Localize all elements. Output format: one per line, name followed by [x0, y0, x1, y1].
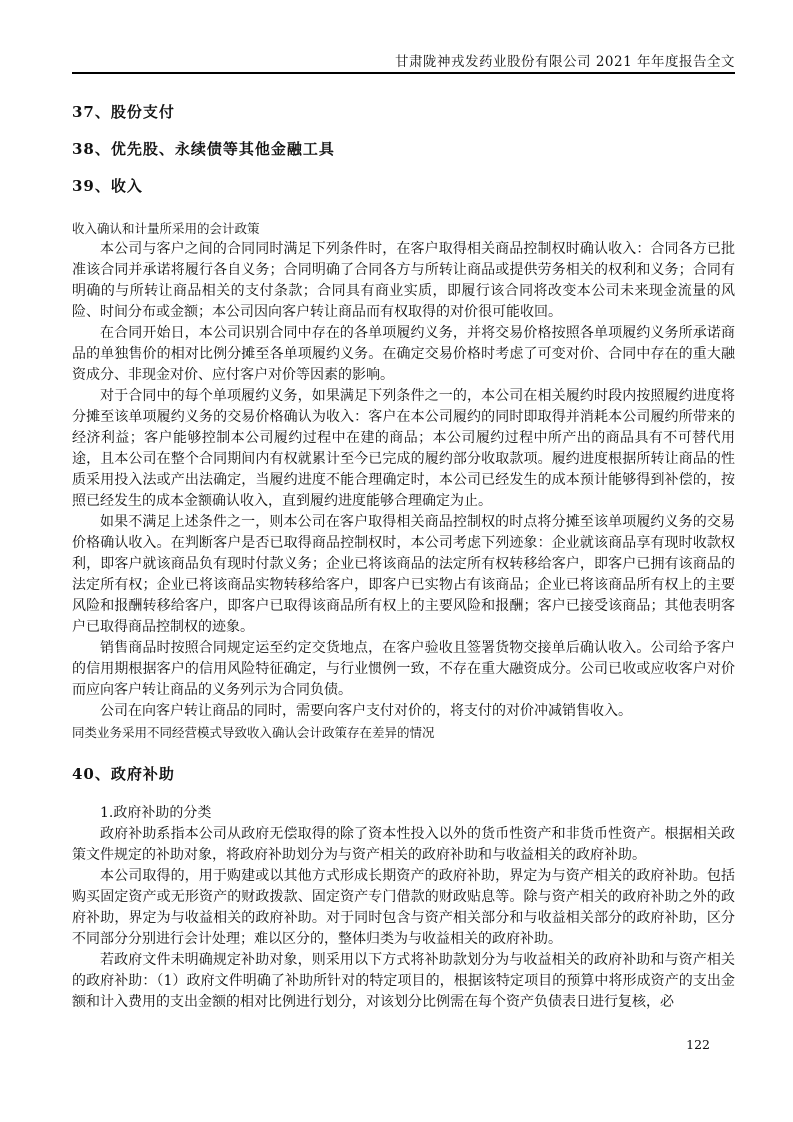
revenue-paragraph-5: 销售商品时按照合同规定运至约定交货地点，在客户验收且签署货物交接单后确认收入。公司给予客户的信用期根据客户的信用风险特征确定，与行业惯例一致，不存在重大融资成分。公司已收或应收客户对价而应向客户转让商品的义务列示为合同负债。 — [72, 640, 735, 698]
revenue-paragraph-4: 如果不满足上述条件之一，则本公司在客户取得相关商品控制权的时点将分摊至该单项履约义务的交易价格确认收入。在判断客户是否已取得商品控制权时，本公司考虑下列迹象：企业就该商品享有现时收款权利，即客户就该商品负有现时付款义务；企业已将该商品的法定所有权转移给客户，即客户已拥有该商品的法定所有权；企业已将该商品实物转移给客户，即客户已实物占有该商品；企业已将该商品所有权上的主要风险和报酬转移给客户，即客户已取得该商品所有权上的主要风险和报酬；客户已接受该商品；其他表明客户已取得商品控制权的迹象。 — [72, 514, 735, 635]
heading-37-share-payment: 37、股份支付 — [72, 103, 175, 121]
revenue-paragraph-1: 本公司与客户之间的合同同时满足下列条件时，在客户取得相关商品控制权时确认收入：合同各方已批准该合同并承诺将履行各自义务；合同明确了合同各方与所转让商品或提供劳务相关的权利和义务；合同有明确的与所转让商品相关的支付条款；合同具有商业实质，即履行该合同将改变本公司未来现金流量的风险、时间分布或金额；本公司因向客户转让商品而有权取得的对价很可能收回。 — [72, 241, 735, 320]
subsection-gov-subsidy-classification: 1.政府补助的分类 — [100, 805, 212, 821]
business-model-difference-note: 同类业务采用不同经营模式导致收入确认会计政策存在差异的情况 — [72, 725, 435, 740]
header-title: 甘肃陇神戎发药业股份有限公司 2021 年年度报告全文 — [395, 54, 735, 70]
page-content — [72, 0, 735, 1013]
report-header — [72, 0, 735, 74]
page-number: 122 — [686, 1037, 710, 1052]
heading-40-government-subsidy: 40、政府补助 — [72, 765, 175, 783]
revenue-policy-note: 收入确认和计量所采用的会计政策 — [72, 221, 260, 236]
revenue-paragraph-2: 在合同开始日，本公司识别合同中存在的各单项履约义务，并将交易价格按照各单项履约义务所承诺商品的单独售价的相对比例分摊至各单项履约义务。在确定交易价格时考虑了可变对价、合同中存在的重大融资成分、非现金对价、应付客户对价等因素的影响。 — [72, 325, 735, 383]
heading-38-preferred-shares: 38、优先股、永续债等其他金融工具 — [72, 140, 335, 158]
gov-subsidy-paragraph-2: 本公司取得的，用于购建或以其他方式形成长期资产的政府补助，界定为与资产相关的政府补助。包括购买固定资产或无形资产的财政拨款、固定资产专门借款的财政贴息等。除与资产相关的政府补助之外的政府补助，界定为与收益相关的政府补助。对于同时包含与资产相关部分和与收益相关部分的政府补助，区分不同部分分别进行会计处理；难以区分的，整体归类为与收益相关的政府补助。 — [72, 868, 735, 947]
heading-39-revenue: 39、收入 — [72, 177, 143, 195]
gov-subsidy-paragraph-3: 若政府文件未明确规定补助对象，则采用以下方式将补助款划分为与收益相关的政府补助和与资产相关的政府补助：（1）政府文件明确了补助所针对的特定项目的，根据该特定项目的预算中将形成资产的支出金额和计入费用的支出金额的相对比例进行划分，对该划分比例需在每个资产负债表日进行复核，必 — [72, 952, 735, 1010]
revenue-paragraph-6: 公司在向客户转让商品的同时，需要向客户支付对价的，将支付的对价冲减销售收入。 — [100, 703, 632, 719]
revenue-paragraph-3: 对于合同中的每个单项履约义务，如果满足下列条件之一的，本公司在相关履约时段内按照履约进度将分摊至该单项履约义务的交易价格确认为收入：客户在本公司履约的同时即取得并消耗本公司履约所带来的经济利益；客户能够控制本公司履约过程中在建的商品；本公司履约过程中所产出的商品具有不可替代用途，且本公司在整个合同期间内有权就累计至今已完成的履约部分收取款项。履约进度根据所转让商品的性质采用投入法或产出法确定，当履约进度不能合理确定时，本公司已经发生的成本预计能够得到补偿的，按照已经发生的成本金额确认收入，直到履约进度能够合理确定为止。 — [72, 388, 735, 509]
gov-subsidy-paragraph-1: 政府补助系指本公司从政府无偿取得的除了资本性投入以外的货币性资产和非货币性资产。根据相关政策文件规定的补助对象，将政府补助划分为与资产相关的政府补助和与收益相关的政府补助。 — [72, 826, 735, 863]
